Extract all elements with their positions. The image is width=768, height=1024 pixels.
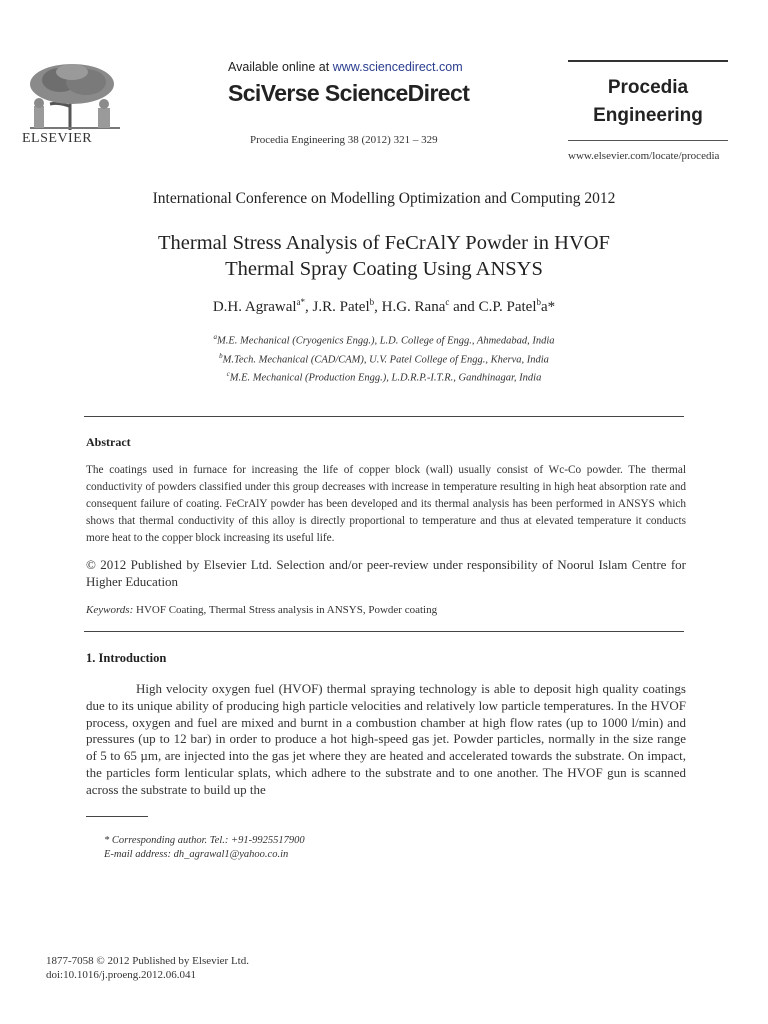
affiliation-text: M.Tech. Mechanical (CAD/CAM), U.V. Patel College of Engg., Kherva, India: [222, 354, 549, 365]
author-affil-mark: a*: [296, 297, 306, 307]
section-divider-bottom: [84, 631, 684, 632]
sciencedirect-link[interactable]: www.sciencedirect.com: [332, 60, 463, 74]
affiliation-text: M.E. Mechanical (Cryogenics Engg.), L.D. College of Engg., Ahmedabad, India: [217, 335, 555, 347]
keywords-text: HVOF Coating, Thermal Stress analysis in ANSYS, Powder coating: [133, 604, 438, 616]
paper-title-line1: Thermal Stress Analysis of FeCrAlY Powder in HVOF: [158, 232, 610, 254]
footnote-rule: [86, 816, 148, 817]
journal-title: [568, 74, 728, 130]
author-list: [0, 297, 768, 316]
affiliation-list: [0, 330, 768, 386]
affiliation-mark: c: [226, 370, 230, 378]
journal-box-top-rule: [568, 60, 728, 62]
affiliation-item: [0, 349, 768, 368]
author-separator: and: [449, 299, 479, 315]
copyright-statement: © 2012 Published by Elsevier Ltd. Selection and/or peer-review under responsibility of Noorul Islam Centre for Higher Education: [86, 557, 686, 589]
affiliation-text: M.E. Mechanical (Production Engg.), L.D.R.P.-I.T.R., Gandhinagar, India: [229, 372, 542, 384]
available-prefix: Available online at: [228, 60, 333, 74]
author-name: C.P. Patel: [478, 299, 537, 315]
author-affil-mark: c: [445, 297, 450, 307]
author-email[interactable]: E-mail address: dh_agrawal1@yahoo.co.in: [104, 849, 289, 860]
journal-title-box: [568, 60, 728, 141]
abstract-heading: Abstract: [86, 435, 131, 449]
sciencedirect-brand: SciVerse ScienceDirect: [228, 80, 470, 106]
doi-line[interactable]: doi:10.1016/j.proeng.2012.06.041: [46, 969, 197, 981]
paper-title-line2: Thermal Spray Coating Using ANSYS: [225, 258, 543, 280]
author-name: D.H. Agrawal: [212, 299, 297, 315]
author-name: J.R. Patel: [312, 299, 370, 315]
footnote: [104, 834, 305, 862]
keywords-label: Keywords:: [86, 604, 134, 616]
author-trailing-mark: a*: [541, 299, 556, 315]
introduction-body: [86, 681, 686, 799]
introduction-heading: 1. Introduction: [86, 651, 167, 665]
elsevier-tree-icon: [20, 62, 130, 132]
abstract-body: The coatings used in furnace for increasing the life of copper block (wall) usually consist of Wc-Co powder. The thermal conductivity of powders classified under this group decreases with increase in temperature resulting in high heat absorption rate and consequent failure of coating. FeCrAlY powder has been developed and its thermal analysis has been performed in ANSYS which shows that thermal conductivity of this alloy is directly proportional to temperature and thus at elevated temperature it conducts more heat to the copper block increasing its useful life.: [86, 464, 686, 544]
paper-title: [60, 230, 708, 282]
affiliation-item: [0, 367, 768, 386]
affiliation-item: [0, 330, 768, 349]
journal-url[interactable]: www.elsevier.com/locate/procedia: [568, 150, 720, 162]
introduction-text: High velocity oxygen fuel (HVOF) thermal spraying technology is able to deposit high quality coatings due to its unique ability of producing high particle velocities and relatively low particle temperatures. In the HVOF process, oxygen and fuel are mixed and burnt in a combustion chamber at high flow rates (up to 1000 l/min) and pressures (up to 12 bar) in order to produce a hot high-speed gas jet. Powder particles, normally in the size range of 5 to 65 µm, are injected into the gas jet where they are heated and accelerated towards the substrate. On impact, the particles form lenticular splats, which adhere to the substrate and to one another. The HVOF gun is scanned across the substrate to build up the: [86, 681, 686, 797]
section-divider-top: [84, 416, 684, 417]
journal-reference: Procedia Engineering 38 (2012) 321 – 329: [250, 134, 438, 146]
journal-title-line1: Procedia: [607, 77, 689, 98]
journal-box-bottom-rule: [568, 140, 728, 141]
affiliation-mark: b: [219, 351, 223, 360]
author-separator: ,: [305, 299, 313, 315]
author-name: H.G. Rana: [381, 299, 446, 315]
keywords-line: [86, 604, 437, 616]
publisher-wordmark: ELSEVIER: [22, 131, 93, 146]
corresponding-author: * Corresponding author. Tel.: +91-9925517900: [104, 835, 305, 846]
affiliation-mark: a: [213, 333, 217, 341]
conference-name: International Conference on Modelling Optimization and Computing 2012: [152, 190, 616, 207]
author-affil-mark: b: [369, 297, 375, 307]
author-separator: ,: [374, 299, 382, 315]
page-footer: [46, 954, 249, 982]
issn-line: 1877-7058 © 2012 Published by Elsevier Ltd.: [46, 955, 249, 967]
journal-title-line2: Engineering: [593, 105, 703, 126]
author-affil-mark: b: [536, 297, 541, 307]
available-online-line: [228, 60, 463, 74]
